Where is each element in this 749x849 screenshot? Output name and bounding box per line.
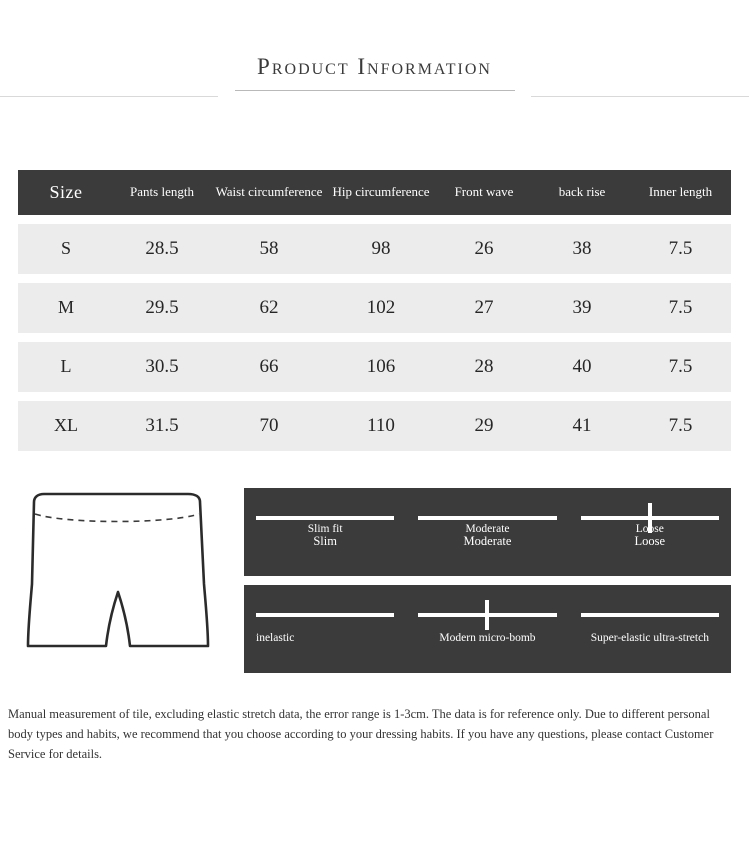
shorts-outline-icon [18, 488, 226, 673]
table-row [18, 401, 731, 451]
column-header-back-rise: back rise [534, 170, 630, 215]
cell-hip-circumference: 98 [328, 224, 434, 274]
column-header-waist-circumference: Waist circumference [210, 170, 328, 215]
column-header-size: Size [18, 170, 114, 215]
cell-inner-length: 7.5 [630, 224, 731, 274]
column-header-inner-length: Inner length [630, 170, 731, 215]
cell-inner-length: 7.5 [630, 401, 731, 451]
cell-waist-circumference: 66 [210, 342, 328, 392]
scale-bar [581, 613, 719, 617]
fit-scale-panel [244, 488, 731, 576]
cell-pants-length: 29.5 [114, 283, 210, 333]
cell-size: XL [18, 401, 114, 451]
stretch-scale-super-elastic [569, 585, 731, 673]
stretch-micro-bomb-label: Modern micro-bomb [439, 631, 536, 644]
cell-waist-circumference: 58 [210, 224, 328, 274]
header-divider-left [0, 96, 218, 97]
fit-scale-moderate [406, 488, 568, 576]
fit-scale-slim [244, 488, 406, 576]
column-header-hip-circumference: Hip circumference [328, 170, 434, 215]
stretch-inelastic-label: inelastic [256, 631, 295, 644]
title-underline [235, 90, 515, 91]
scale-marker [485, 600, 489, 630]
fit-and-stretch-section [18, 488, 731, 682]
cell-size: S [18, 224, 114, 274]
fit-loose-label: Loose [634, 533, 666, 548]
measurement-disclaimer: Manual measurement of tile, excluding elastic stretch data, the error range is 1-3cm. The data is for reference only. Due to different personal body types and habits, we recommend that you choose according to your dressing habits. If you have any questions, please contact Customer Service for details. [8, 706, 714, 762]
scale-bar [418, 516, 556, 520]
cell-inner-length: 7.5 [630, 342, 731, 392]
scale-bar [256, 516, 394, 520]
header-divider-right [531, 96, 749, 97]
page-title: Product Information [257, 54, 492, 79]
cell-pants-length: 28.5 [114, 224, 210, 274]
size-table [18, 161, 731, 460]
cell-hip-circumference: 110 [328, 401, 434, 451]
cell-back-rise: 38 [534, 224, 630, 274]
column-header-pants-length: Pants length [114, 170, 210, 215]
cell-waist-circumference: 70 [210, 401, 328, 451]
table-header-row [18, 170, 731, 215]
cell-back-rise: 41 [534, 401, 630, 451]
fit-slim-label: Slim [313, 533, 337, 548]
cell-hip-circumference: 102 [328, 283, 434, 333]
stretch-scale-panel [244, 585, 731, 673]
fit-scale-loose [569, 488, 731, 576]
cell-back-rise: 40 [534, 342, 630, 392]
table-row [18, 342, 731, 392]
cell-front-wave: 29 [434, 401, 534, 451]
stretch-scale-inelastic [244, 585, 406, 673]
column-header-front-wave: Front wave [434, 170, 534, 215]
cell-size: M [18, 283, 114, 333]
fit-moderate-sublabel: Moderate [465, 522, 510, 535]
table-row [18, 224, 731, 274]
cell-waist-circumference: 62 [210, 283, 328, 333]
cell-inner-length: 7.5 [630, 283, 731, 333]
stretch-super-elastic-label: Super-elastic ultra-stretch [590, 631, 709, 644]
fit-loose-sublabel: Loose [635, 522, 664, 535]
cell-front-wave: 27 [434, 283, 534, 333]
fit-slim-sublabel: Slim fit [307, 522, 343, 535]
scale-bar [256, 613, 394, 617]
cell-hip-circumference: 106 [328, 342, 434, 392]
cell-back-rise: 39 [534, 283, 630, 333]
fit-moderate-label: Moderate [463, 533, 512, 548]
shorts-diagram [18, 488, 226, 673]
table-row [18, 283, 731, 333]
cell-size: L [18, 342, 114, 392]
stretch-scale-micro-bomb [406, 585, 568, 673]
size-chart [18, 161, 731, 460]
cell-front-wave: 26 [434, 224, 534, 274]
cell-pants-length: 30.5 [114, 342, 210, 392]
scale-panels [244, 488, 731, 682]
page-header [0, 0, 749, 91]
cell-front-wave: 28 [434, 342, 534, 392]
cell-pants-length: 31.5 [114, 401, 210, 451]
